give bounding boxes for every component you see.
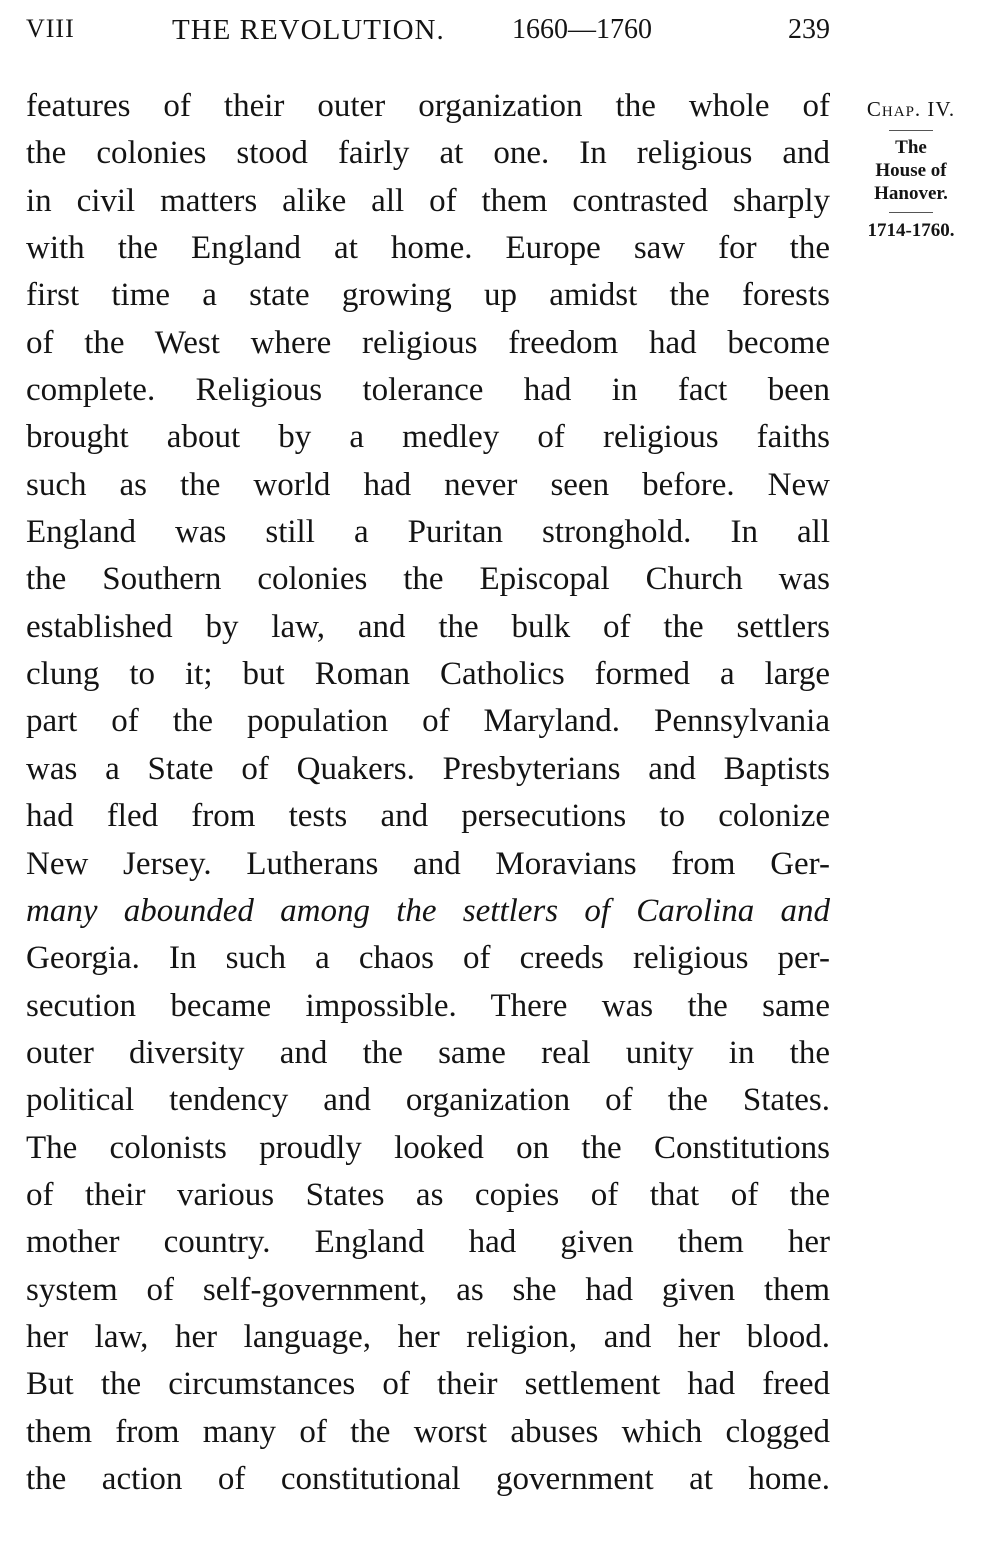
text-line: had fled from tests and persecutions to colonize: [26, 798, 830, 835]
page-number: 239: [788, 14, 830, 45]
sidenote-topic-line: House of: [875, 160, 947, 181]
text-line: them from many of the worst abuses which clogged: [26, 1413, 830, 1450]
text-line: The colonists proudly looked on the Constitutions: [26, 1129, 830, 1166]
sidenote-rule: [889, 212, 933, 213]
text-line: the action of constitutional government at home.: [26, 1460, 830, 1497]
text-line: outer diversity and the same real unity in the: [26, 1034, 830, 1071]
text-line: England was still a Puritan stronghold. In all: [26, 514, 830, 551]
text-line: political tendency and organization of the States.: [26, 1082, 830, 1119]
text-line: of their various States as copies of that of the: [26, 1176, 830, 1213]
text-line: in civil matters alike all of them contrasted sharply: [26, 182, 830, 219]
sidenote-chapter: Chap. IV.: [866, 97, 956, 121]
book-numeral: VIII: [26, 14, 75, 43]
text-line: the colonies stood fairly at one. In religious and: [26, 135, 830, 172]
text-line: features of their outer organization the whole of: [26, 88, 830, 124]
text-line: many abounded among the settlers of Carolina and: [26, 892, 830, 929]
text-line: the Southern colonies the Episcopal Church was: [26, 561, 830, 598]
sidenote-rule: [889, 130, 933, 131]
text-line: system of self-government, as she had given them: [26, 1271, 830, 1308]
sidenote-dates: 1714-1760.: [867, 220, 955, 241]
text-line: part of the population of Maryland. Pennsylvania: [26, 703, 830, 740]
text-line: brought about by a medley of religious faiths: [26, 419, 830, 456]
margin-sidenote: [842, 95, 980, 243]
text-line: was a State of Quakers. Presbyterians and Baptists: [26, 750, 830, 787]
running-title: THE REVOLUTION.: [172, 14, 445, 46]
body-text: [26, 83, 830, 1503]
text-line: first time a state growing up amidst the forests: [26, 277, 830, 314]
text-line: her law, her language, her religion, and her blood.: [26, 1318, 830, 1355]
text-line: Georgia. In such a chaos of creeds religious per-: [26, 940, 830, 977]
text-line: of the West where religious freedom had become: [26, 324, 830, 361]
text-line: mother country. England had given them her: [26, 1224, 830, 1261]
text-line: established by law, and the bulk of the settlers: [26, 608, 830, 645]
text-line: secution became impossible. There was the same: [26, 987, 830, 1024]
text-line: But the circumstances of their settlement had freed: [26, 1366, 830, 1403]
text-line: such as the world had never seen before. New: [26, 466, 830, 503]
text-line: with the England at home. Europe saw for the: [26, 230, 830, 267]
sidenote-topic-line: The: [895, 137, 927, 158]
running-head: [26, 14, 830, 54]
text-line: New Jersey. Lutherans and Moravians from Ger-: [26, 845, 830, 882]
text-line: clung to it; but Roman Catholics formed a large: [26, 656, 830, 693]
text-line: complete. Religious tolerance had in fact been: [26, 372, 830, 409]
running-years: 1660—1760: [512, 14, 652, 45]
sidenote-topic-line: Hanover.: [874, 183, 948, 204]
